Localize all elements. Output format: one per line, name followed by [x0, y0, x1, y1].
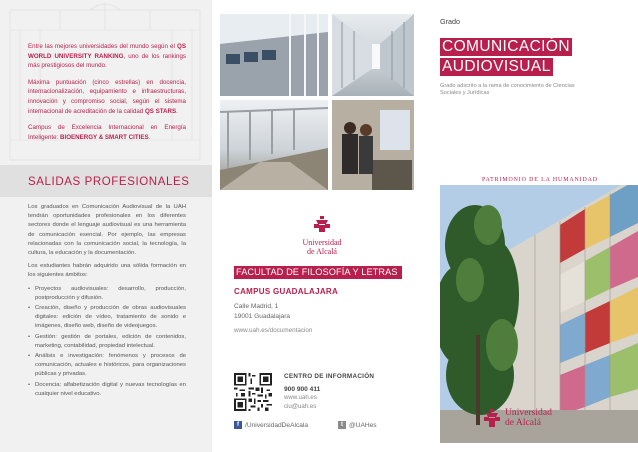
info-title: CENTRO DE INFORMACIÓN — [284, 373, 375, 380]
list-item: • Gestión: gestión de portales, edición de contenidos, marketing, contabilidad, propiedad intelectual. — [28, 333, 186, 351]
degree-label: Grado — [440, 17, 460, 26]
info-center — [284, 373, 374, 411]
uah-name-line2: de Alcalá — [307, 246, 337, 256]
twitter-handle: @UAHes — [349, 421, 377, 429]
qr-code-icon — [234, 373, 272, 411]
uah-name-line1: Universidad — [302, 238, 342, 247]
list-item: • Creación, diseño y producción de obras audiovisuales digitales: edición de vídeo, tratamiento de sonido e imágenes, diseño web, diseño de videojuegos. — [28, 304, 186, 332]
info-phone: 900 900 411 — [284, 386, 321, 393]
list-item: • Docencia: alfabetización digital y nuevas tecnologías en cualquier nivel educativo. — [28, 381, 186, 399]
building-photo — [440, 185, 638, 443]
salidas-body — [28, 203, 186, 400]
degree-title-line2: AUDIOVISUAL — [442, 58, 551, 75]
corridor-photo — [332, 14, 414, 96]
intro-text — [28, 42, 186, 149]
students-photo — [332, 100, 414, 190]
salidas-list — [28, 285, 186, 399]
list-item: • Proyectos audiovisuales: desarrollo, producción, postproducción y difusión. — [28, 285, 186, 303]
cover-panel — [424, 0, 638, 452]
address-city: 19001 Guadalajara — [234, 313, 291, 320]
intro-paragraph: Entre las mejores universidades del mundo según el QS WORLD UNIVERSITY RANKING, uno de los rankings más prestigiosos del mundo. — [28, 43, 186, 70]
uah-seal-icon — [484, 409, 500, 427]
uah-name-line1: Universidad — [505, 407, 552, 418]
degree-subtitle: Grado adscrito a la rama de conocimiento de Ciencias Sociales y Jurídicas — [440, 83, 575, 96]
left-panel — [0, 0, 212, 452]
facebook-icon: f — [234, 421, 242, 429]
info-email-link[interactable]: ciu@uah.es — [284, 403, 317, 410]
info-web-link[interactable]: www.uah.es — [284, 394, 317, 401]
salidas-paragraph: Los estudiantes habrán adquirido una sólida formación en los siguientes ámbitos: — [28, 263, 186, 279]
degree-title-line1: COMUNICACIÓN — [442, 38, 570, 55]
address — [234, 302, 290, 322]
intro-paragraph: Campus de Excelencia Internacional en Energía Inteligente: BIOENERGY & SMART CITIES. — [28, 124, 186, 141]
classroom-photo — [220, 14, 328, 96]
uah-logo — [292, 215, 352, 256]
intro-paragraph: Máxima puntuación (cinco estrellas) en docencia, internacionalización, equipamiento e infraestructuras, innovación y compromiso social, según el sistema internacional de acreditación de la calidad QS STARS. — [28, 78, 186, 115]
walkway-photo — [220, 100, 328, 190]
facebook-handle: /UniversidadDeAlcala — [245, 421, 309, 429]
salidas-heading: SALIDAS PROFESIONALES — [28, 176, 190, 188]
uah-name-line2: de Alcalá — [505, 417, 541, 428]
uah-seal-icon — [312, 215, 332, 233]
list-item: • Análisis e investigación: fenómenos y procesos de comunicación, actuales e históricos, para organizaciones públicas y privadas. — [28, 352, 186, 380]
facebook-link[interactable] — [234, 421, 308, 429]
faculty-url-link[interactable]: www.uah.es/documentacion — [234, 327, 313, 334]
twitter-icon: t — [338, 421, 346, 429]
uah-logo-cover — [484, 408, 552, 428]
campus-name: CAMPUS GUADALAJARA — [234, 287, 339, 296]
faculty-banner: FACULTAD DE FILOSOFÍA Y LETRAS — [234, 266, 402, 279]
heritage-label: PATRIMONIO DE LA HUMANIDAD — [482, 177, 598, 183]
salidas-paragraph: Los graduados en Comunicación Audiovisual de la UAH tendrán oportunidades profesionales en los diferentes sectores donde el lenguaje audiovisual es una herramienta de comunicación esencial. Por ejemplo, las empresas relacionadas con la comunicación social, la tecnología, la cultura, la educación y la documentación. — [28, 204, 186, 257]
twitter-link[interactable] — [338, 421, 377, 429]
middle-panel — [212, 0, 424, 452]
address-street: Calle Madrid, 1 — [234, 303, 279, 310]
